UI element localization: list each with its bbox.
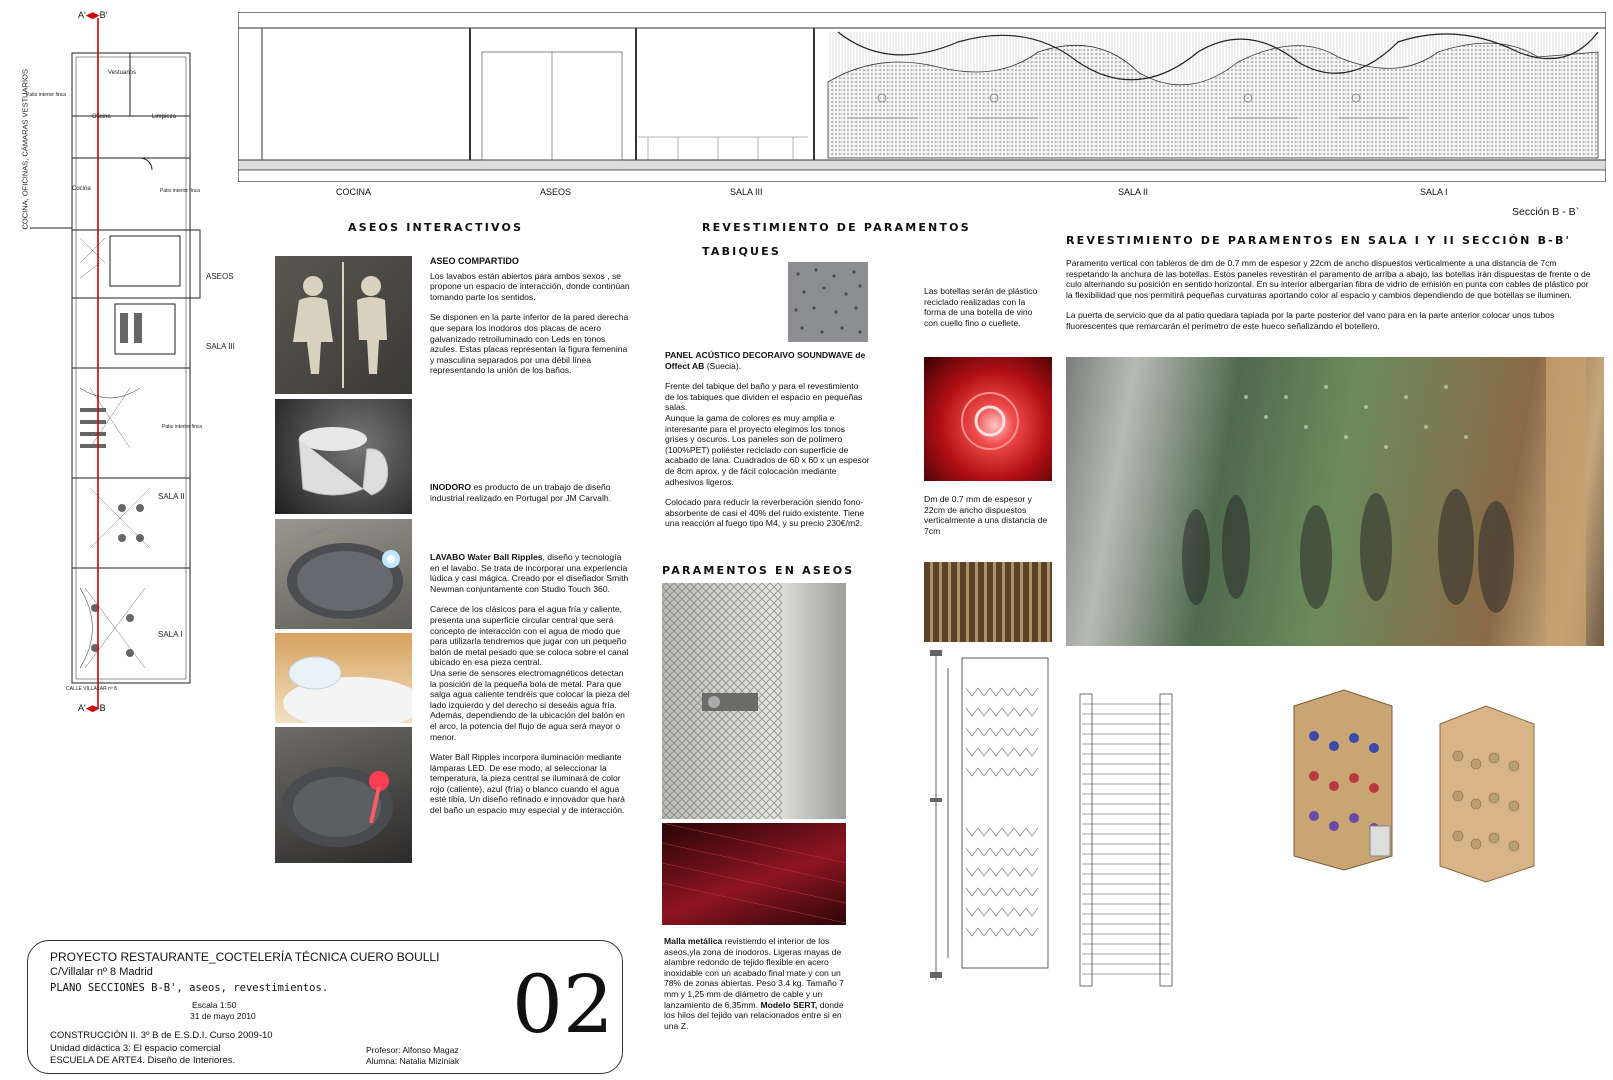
room-patio-2: Patio interior finca bbox=[160, 188, 201, 194]
zone-sala-ii: SALA II bbox=[158, 492, 185, 501]
malla-desc-2: donde los hilos del tejido van relacionados entre si en una Z. bbox=[664, 999, 844, 1031]
tb-line-1: PROYECTO RESTAURANTE_COCTELERÍA TÉCNICA CUERO BOULLI bbox=[50, 950, 440, 964]
photo-acoustic-panel bbox=[788, 262, 868, 342]
lavabo-p4: Water Ball Ripples incorpora iluminación mediante lámparas LED. De ese modo, al seleccionar la temperatura, la pieza central se iluminará de color rojo (caliente), azul (fría) o blanco cuando el agua esté tibia. Un diseño refinado e innovador que hará del baño un espacio muy especial y de interacción. bbox=[430, 752, 625, 816]
room-patio-3: Patio interior finca bbox=[162, 424, 203, 430]
tb-student: Alumna: Natalia Miziniak bbox=[366, 1056, 460, 1066]
photo-wc-signs bbox=[275, 256, 412, 394]
tb-course-3: ESCUELA DE ARTE4. Diseño de Interiores. bbox=[50, 1055, 236, 1066]
panel-title: PANEL ACÚSTICO DECORAIVO SOUNDWAVE de Offect AB bbox=[665, 350, 866, 371]
malla-desc: revistiendo el interior de los aseos,yla zona de inodoros. Ligeras mayas de alambre redondo de tejido flexible en acero inoxidable con un acabado final mate y con un 78% de zonas abiertas. Peso 3.4 kg. Tamaño 7 mm y 1,25 mm de diámetro de cable y un lanzamiento de 6,35mm. bbox=[664, 936, 844, 1010]
room-vestuarios: Vestuarios bbox=[108, 70, 137, 76]
aseo-compartido-p2: Se disponen en la parte inferior de la pared derecha que separa los inodoros dos placas de acero galvanizado retroiluminado con Leds en tonos azules. Estas placas representan la figura femenina y masculina separados por una débil línea representando la unión de los baños. bbox=[430, 312, 629, 376]
bottle-rack-profile bbox=[1076, 690, 1176, 990]
inodoro-desc: es producto de un trabajo de diseño industrial realizado en Portugal por JM Carvalh. bbox=[430, 482, 612, 503]
lavabo-bold: LAVABO Water Ball Ripples bbox=[430, 552, 543, 562]
photo-bottle-wall-gallery bbox=[1066, 357, 1604, 646]
lavabo-p3: Una serie de sensores electromagnéticos detectan la posición de la pequeña bola de metal. Para que salga agua caliente tendréis que colocar la pieza del lado izquierdo y del derecho si deseáis agua fría. Además, dependiendo de la ubicación del balón en el arco, la potencia del flujo de agua será mayor o menor. bbox=[430, 667, 630, 742]
aseo-compartido-text bbox=[430, 256, 630, 386]
tb-scale: Escala 1:50 bbox=[192, 1000, 237, 1010]
zone-aseos: ASEOS bbox=[206, 272, 234, 281]
sala-p2: La puerta de servicio que da al patio quedara tapiada por la parte posterior del vano para en la parte anterior colocar unos tubos fluorescentes que remarcarán el perímetro de este hueco señalizando el botellero. bbox=[1066, 310, 1555, 331]
lavabo-desc: , diseño y tecnología en el lavabo. Se trata de incorporar una experiencia lúdica y casi mágica. Creado por el diseñador Smith Newman conjuntamente con Studio Touch 360. bbox=[430, 552, 629, 594]
heading-paramentos-aseos: PARAMENTOS EN ASEOS bbox=[662, 564, 855, 577]
bottle-rack-3d bbox=[1430, 700, 1542, 886]
lavabo-p2: Carece de los clásicos para el agua fría y caliente, presenta una superficie circular central que será concepto de interacción con el agua de modo que para utilizarla tendremos que jugar con un pequeño balón de metal pesado que se coloca sobre el canal ubicado en esa pieza central. bbox=[430, 604, 629, 668]
zone-sala-iii: SALA III bbox=[206, 342, 235, 351]
aseo-compartido-p1: Los lavabos están abiertos para ambos sexos , se propone un espacio de interacción, donde continúan tomando parte los sentidos. bbox=[430, 270, 630, 302]
malla-bold: Malla metálica bbox=[664, 936, 723, 946]
section-caption: Sección B - B` bbox=[1512, 206, 1580, 218]
section-drawing bbox=[238, 12, 1606, 182]
section-marker-bottom: A'◀▶B bbox=[78, 703, 106, 713]
section-label-cocina: COCINA bbox=[336, 187, 372, 197]
room-limpieza: Limpieza bbox=[152, 114, 177, 120]
inodoro-bold: INODORO bbox=[430, 482, 472, 492]
plan-side-label: COCINA, OFICINAS, CÁMARAS VESTUARIOS bbox=[20, 69, 30, 230]
panel-suffix: (Suecia). bbox=[704, 360, 742, 371]
botellas-text-1: Las botellas serán de plástico reciclado realizadas con la forma de una botella de vino con cuello fino o cuellete. bbox=[924, 286, 1038, 328]
section-label-sala-i: SALA I bbox=[1420, 187, 1448, 197]
room-calle: CALLE VILLALAR nº 8 bbox=[66, 686, 117, 692]
sala-text bbox=[1066, 258, 1596, 342]
room-oficina: Oficina bbox=[92, 114, 111, 120]
panel-text bbox=[665, 350, 870, 539]
room-patio-1: Patio interior finca bbox=[26, 92, 67, 98]
tb-line-3: PLANO SECCIONES B-B', aseos, revestimientos. bbox=[50, 982, 329, 994]
bottle-rack-elevation bbox=[918, 648, 1054, 984]
room-cocina: Cocina bbox=[72, 186, 91, 192]
tb-professor: Profesor: Alfonso Magaz bbox=[366, 1045, 459, 1055]
photo-basin-2 bbox=[275, 633, 412, 723]
photo-mesh-1 bbox=[662, 583, 846, 819]
panel-p1: Frente del tabique del baño y para el revestimiento de los tabiques que dividen el espacio en pequeñas salas. bbox=[665, 381, 863, 413]
photo-red-bottle bbox=[924, 357, 1052, 481]
photo-basin-1 bbox=[275, 519, 412, 629]
photo-toilet bbox=[275, 399, 412, 514]
tb-course-2: Unidad didáctica 3: El espacio comercial bbox=[50, 1043, 221, 1054]
tb-line-2: C/Villalar nº 8 Madrid bbox=[50, 966, 153, 978]
zone-sala-i: SALA I bbox=[158, 630, 183, 639]
tb-sheet-number: 02 bbox=[512, 958, 614, 1051]
heading-aseos: ASEOS INTERACTIVOS bbox=[348, 221, 524, 234]
tb-date: 31 de mayo 2010 bbox=[190, 1011, 256, 1021]
section-label-sala-iii: SALA III bbox=[730, 187, 763, 197]
photo-bottle-wall-detail bbox=[924, 562, 1052, 642]
heading-revestimiento: REVESTIMIENTO DE PARAMENTOS bbox=[702, 221, 971, 234]
tb-course-1: CONSTRUCCIÓN II. 3º B de E.S.D.I. Curso 2009-10 bbox=[50, 1030, 273, 1041]
botellas-text-2: Dm de 0.7 mm de espesor y 22cm de ancho dispuestos verticalmente a una distancia de 7cm bbox=[924, 494, 1048, 536]
inodoro-text bbox=[430, 482, 630, 513]
section-marker-top: A'◀▶B' bbox=[78, 10, 108, 20]
malla-model: Modelo SERT, bbox=[760, 999, 818, 1010]
photo-basin-3 bbox=[275, 727, 412, 863]
floor-plan bbox=[10, 8, 240, 748]
heading-sala: REVESTIMIENTO DE PARAMENTOS EN SALA I Y II SECCIÓN B-B' bbox=[1066, 234, 1572, 247]
section-label-aseos: ASEOS bbox=[540, 187, 572, 197]
photo-mesh-2 bbox=[662, 823, 846, 925]
lavabo-text bbox=[430, 552, 630, 826]
panel-p3: Colocado para reducir la reverberación siendo fono-absorbente de casi el 40% del ruido existente. Tiene una reacción al fuego tipo M4, y su precio 230€/m2. bbox=[665, 497, 865, 529]
panel-p2: Aunque la gama de colores es muy amplia e interesante para el proyecto elegimos los tonos grises y oscuros. Los paneles son de polímero (100%PET) poliéster reciclado con superficie de acabado de lana. Cuadrados de 60 x 60 x un espesor de 8cm aprox. y de fácil colocación mediante adhesivos ligeros. bbox=[665, 412, 870, 487]
bottle-rack-3d-lit bbox=[1284, 686, 1402, 872]
heading-tabiques: TABIQUES bbox=[702, 245, 781, 258]
section-label-sala-ii: SALA II bbox=[1118, 187, 1149, 197]
sala-p1: Paramento vertical con tableros de dm de 0.7 mm de espesor y 22cm de ancho dispuestos verticalmente a una distancia de 7cm respetando la anchura de las botellas. Estos paneles revestirán el paramento de arriba a abajo, las botellas irán dispuestas de frente o de culo alternando su posición en sentido horizontal. En su interior albergarían fibra de vidrio de emisión en punta con cables de plástico por la flexibilidad que nos permitirá pequeñas curvaturas aportando color al espacio y cambios dependiendo de que botellas se iluminen. bbox=[1066, 258, 1591, 300]
malla-text bbox=[664, 936, 854, 1041]
aseo-compartido-title: ASEO COMPARTIDO bbox=[430, 256, 519, 266]
